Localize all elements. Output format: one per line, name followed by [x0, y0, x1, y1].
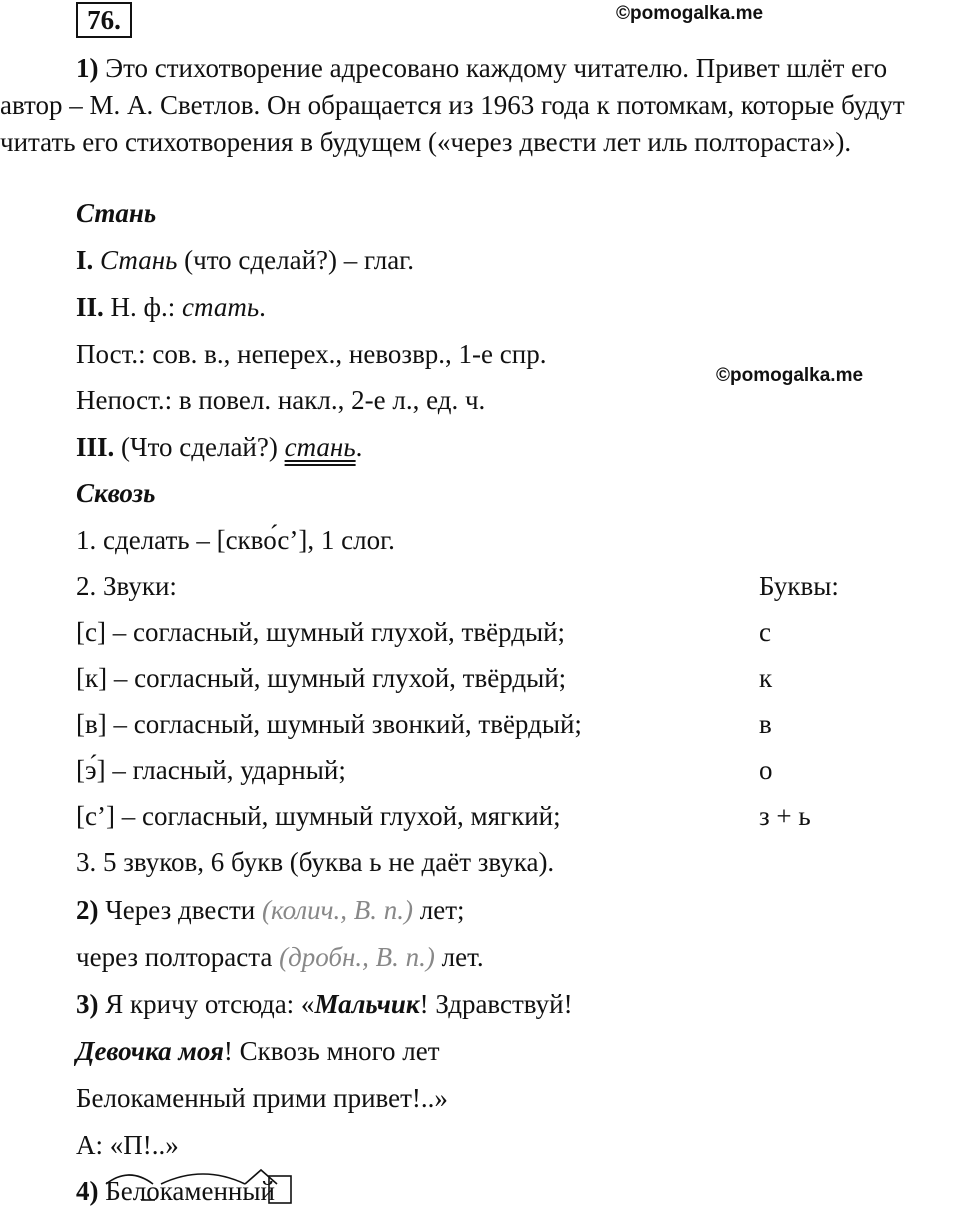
underlined-word: стань [284, 432, 356, 462]
intro-text: Это стихотворение адресовано каждому читателю. Привет шлёт его автор – М. А. Светлов. Он обращается из 1963 года к потомкам, которые будут читать его стихотворения в будущем («через двести лет иль полтораста»). [0, 53, 905, 157]
exercise-number: 76. [76, 2, 132, 38]
morpheme-parsed-word: Белокаменный [105, 1174, 275, 1208]
phonetic-line-1: 1. сделать – [скво́с’], 1 слог. [76, 525, 395, 555]
watermark: ©pomogalka.me [616, 3, 764, 24]
sounds-header: 2. Звуки: [76, 571, 177, 601]
word-heading: Сквозь [76, 478, 156, 508]
letter-cell: в [759, 709, 772, 739]
morph-line-3: Пост.: сов. в., неперех., невозвр., 1-е спр. [76, 339, 547, 369]
sound-row: [к] – согласный, шумный глухой, твёрдый; [76, 663, 567, 693]
letter-cell: о [759, 755, 773, 785]
letter-cell: с [759, 617, 771, 647]
morph-line-1: I. Стань (что сделай?) – глаг. [76, 245, 414, 275]
grammar-note: (колич., В. п.) [261, 895, 414, 925]
answer-2-line-2: через полтораста (дробн., В. п.) лет. [76, 942, 484, 972]
answer-3-line-4: А: «П!..» [76, 1130, 179, 1160]
sound-row: [э́] – гласный, ударный; [76, 755, 346, 785]
answer-3-line-3: Белокаменный прими привет!..» [76, 1083, 448, 1113]
item-number: 1) [76, 53, 99, 83]
word-heading: Стань [76, 198, 157, 228]
grammar-note: (дробн., В. п.) [279, 942, 435, 972]
sound-row: [с’] – согласный, шумный глухой, мягкий; [76, 801, 561, 831]
sound-row: [с] – согласный, шумный глухой, твёрдый; [76, 617, 566, 647]
letter-cell: з + ь [759, 801, 811, 831]
morph-line-2: II. Н. ф.: стать. [76, 292, 266, 322]
morpheme-marks-icon [103, 1172, 293, 1206]
answer-4-line: 4) Белокаменный [76, 1174, 275, 1208]
letter-cell: к [759, 663, 773, 693]
letters-header: Буквы: [759, 571, 839, 601]
intro-paragraph [0, 50, 945, 161]
watermark: ©pomogalka.me [716, 365, 864, 386]
phonetic-summary: 3. 5 звуков, 6 букв (буква ь не даёт звука). [76, 847, 555, 877]
answer-2-line-1: 2) Через двести (колич., В. п.) лет; [76, 895, 465, 925]
answer-3-line-1: 3) Я кричу отсюда: «Мальчик! Здравствуй! [76, 989, 573, 1019]
morph-line-5: III. (Что сделай?) стань. [76, 432, 363, 462]
answer-3-line-2: Девочка моя! Сквозь много лет [76, 1036, 440, 1066]
sound-row: [в] – согласный, шумный звонкий, твёрдый; [76, 709, 582, 739]
morph-line-4: Непост.: в повел. накл., 2-е л., ед. ч. [76, 385, 486, 415]
